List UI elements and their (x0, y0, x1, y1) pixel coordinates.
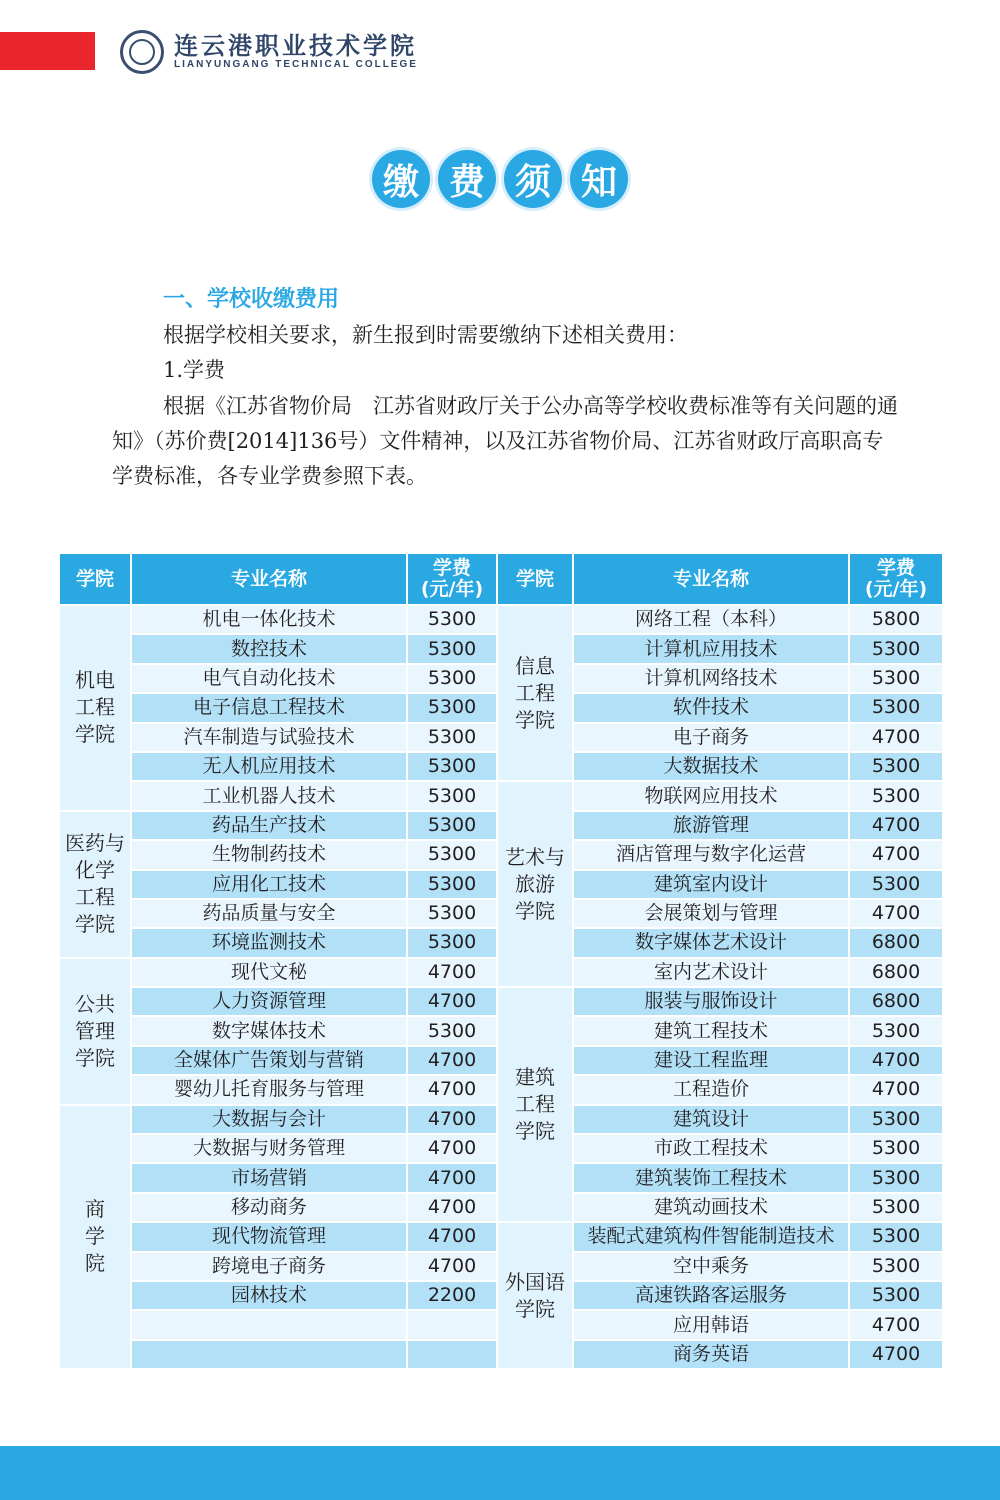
major-name-cell (131, 1340, 407, 1369)
major-name-cell: 汽车制造与试验技术 (131, 723, 407, 752)
college-name-line: 管理 (75, 1018, 115, 1043)
fee-cell: 4700 (407, 1105, 497, 1134)
major-name-cell: 计算机网络技术 (573, 664, 849, 693)
major-name-cell: 室内艺术设计 (573, 958, 849, 987)
college-cell (497, 605, 573, 781)
major-name-cell: 环境监测技术 (131, 928, 407, 957)
major-name-cell: 软件技术 (573, 693, 849, 722)
major-name-cell: 市政工程技术 (573, 1134, 849, 1163)
fee-cell: 6800 (849, 987, 943, 1016)
major-name-cell: 大数据技术 (573, 752, 849, 781)
title-char: 须 (504, 150, 562, 208)
major-name-cell: 婴幼儿托育服务与管理 (131, 1075, 407, 1104)
fee-cell: 4700 (849, 811, 943, 840)
major-name-cell: 无人机应用技术 (131, 752, 407, 781)
table-row (59, 987, 943, 1016)
college-cell (59, 811, 131, 958)
major-name-cell: 建筑设计 (573, 1105, 849, 1134)
fee-cell: 4700 (407, 1134, 497, 1163)
header-fee: 学费 (元/年) (407, 553, 497, 605)
title-char: 缴 (372, 150, 430, 208)
major-name-cell: 旅游管理 (573, 811, 849, 840)
major-name-cell: 高速铁路客运服务 (573, 1281, 849, 1310)
major-name-cell: 建筑动画技术 (573, 1193, 849, 1222)
fee-cell: 5300 (849, 752, 943, 781)
major-name-cell (131, 1310, 407, 1339)
major-name-cell: 电子信息工程技术 (131, 693, 407, 722)
fee-cell: 5300 (849, 1252, 943, 1281)
college-name-line: 机电 (75, 668, 115, 693)
title-char: 知 (570, 150, 628, 208)
major-name-cell: 市场营销 (131, 1163, 407, 1192)
major-name-cell: 应用韩语 (573, 1310, 849, 1339)
header-red-bar (0, 32, 95, 70)
tuition-table (58, 552, 944, 1370)
intro-paragraph: 根据学校相关要求，新生报到时需要缴纳下述相关费用： (163, 323, 688, 347)
fee-cell: 5300 (407, 693, 497, 722)
header-college: 学院 (497, 553, 573, 605)
title-char: 费 (438, 150, 496, 208)
major-name-cell: 应用化工技术 (131, 870, 407, 899)
fee-cell: 4700 (407, 1163, 497, 1192)
fee-cell: 4700 (849, 1340, 943, 1369)
major-name-cell: 装配式建筑构件智能制造技术 (573, 1222, 849, 1251)
fee-cell: 6800 (849, 928, 943, 957)
fee-cell: 5300 (407, 664, 497, 693)
college-name-line: 学院 (75, 1045, 115, 1070)
major-name-cell: 计算机应用技术 (573, 634, 849, 663)
college-name-line: 学院 (515, 1119, 555, 1144)
header-college: 学院 (59, 553, 131, 605)
body-paragraph: 根据《江苏省物价局 江苏省财政厅关于公办高等学校收费标准等有关问题的通知》（苏价费[2014]136号）文件精神，以及江苏省物价局、江苏省财政厅高职高专学费标准，各专业学费参照下表。 (112, 394, 898, 488)
fee-cell: 5300 (849, 781, 943, 810)
college-name-line: 建筑 (515, 1065, 555, 1090)
major-name-cell: 建设工程监理 (573, 1046, 849, 1075)
major-name-cell: 数字媒体技术 (131, 1016, 407, 1045)
fee-cell: 6800 (849, 958, 943, 987)
fee-cell: 5300 (849, 1134, 943, 1163)
header-major: 专业名称 (131, 553, 407, 605)
major-name-cell: 物联网应用技术 (573, 781, 849, 810)
item-heading-tuition: 1.学费 (163, 358, 226, 382)
college-name-line: 学院 (75, 912, 115, 937)
fee-cell: 5300 (849, 1163, 943, 1192)
footer-blue-bar (0, 1446, 1000, 1500)
fee-cell: 4700 (407, 958, 497, 987)
table-row (59, 605, 943, 634)
section-heading: 一、学校收缴费用 (163, 287, 340, 312)
fee-cell: 5300 (407, 811, 497, 840)
college-name-line: 医药与 (65, 831, 125, 856)
fee-cell: 5300 (849, 664, 943, 693)
major-name-cell: 人力资源管理 (131, 987, 407, 1016)
table-row (59, 1222, 943, 1251)
fee-cell: 4700 (849, 1046, 943, 1075)
fee-cell: 5300 (407, 1016, 497, 1045)
major-name-cell: 电子商务 (573, 723, 849, 752)
header-major: 专业名称 (573, 553, 849, 605)
fee-cell: 5300 (849, 1222, 943, 1251)
fee-cell: 5300 (407, 928, 497, 957)
college-name-line: 学院 (75, 722, 115, 747)
college-name-line: 工程 (515, 1092, 555, 1117)
college-name-line: 学院 (515, 707, 555, 732)
fee-cell (407, 1340, 497, 1369)
college-name-line: 外国语 (505, 1269, 565, 1294)
major-name-cell: 建筑装饰工程技术 (573, 1163, 849, 1192)
fee-cell: 4700 (849, 899, 943, 928)
major-name-cell: 电气自动化技术 (131, 664, 407, 693)
logo-chinese-name: 连云港职业技术学院 (174, 31, 417, 60)
major-name-cell: 跨境电子商务 (131, 1252, 407, 1281)
table-header-row (59, 553, 943, 605)
major-name-cell: 生物制药技术 (131, 840, 407, 869)
fee-cell: 5300 (849, 693, 943, 722)
fee-cell: 5800 (849, 605, 943, 634)
college-cell (59, 958, 131, 1105)
fee-cell: 4700 (407, 1193, 497, 1222)
fee-cell: 4700 (407, 1222, 497, 1251)
major-name-cell: 工业机器人技术 (131, 781, 407, 810)
fee-cell: 4700 (849, 1075, 943, 1104)
college-name-line: 院 (85, 1251, 105, 1276)
major-name-cell: 机电一体化技术 (131, 605, 407, 634)
fee-cell: 5300 (849, 1281, 943, 1310)
college-name-line: 化学 (75, 858, 115, 883)
college-cell (497, 781, 573, 987)
college-name-line: 工程 (75, 885, 115, 910)
major-name-cell: 药品质量与安全 (131, 899, 407, 928)
major-name-cell: 现代物流管理 (131, 1222, 407, 1251)
fee-cell: 5300 (407, 634, 497, 663)
major-name-cell: 网络工程（本科） (573, 605, 849, 634)
major-name-cell: 服装与服饰设计 (573, 987, 849, 1016)
fee-cell: 2200 (407, 1281, 497, 1310)
college-name-line: 学 (85, 1224, 105, 1249)
fee-cell: 5300 (849, 870, 943, 899)
college-name-line: 学院 (515, 898, 555, 923)
college-cell (497, 987, 573, 1222)
college-name-line: 旅游 (515, 871, 555, 896)
fee-cell: 4700 (407, 1075, 497, 1104)
table-row (59, 781, 943, 810)
fee-cell: 4700 (849, 1310, 943, 1339)
college-name-line: 工程 (75, 695, 115, 720)
major-name-cell: 数字媒体艺术设计 (573, 928, 849, 957)
fee-cell: 5300 (849, 1105, 943, 1134)
fee-cell: 4700 (849, 723, 943, 752)
college-name-line: 商 (85, 1197, 105, 1222)
major-name-cell: 数控技术 (131, 634, 407, 663)
college-cell (497, 1222, 573, 1369)
fee-cell: 5300 (407, 752, 497, 781)
major-name-cell: 建筑工程技术 (573, 1016, 849, 1045)
major-name-cell: 现代文秘 (131, 958, 407, 987)
fee-cell: 4700 (407, 987, 497, 1016)
major-name-cell: 商务英语 (573, 1340, 849, 1369)
major-name-cell: 药品生产技术 (131, 811, 407, 840)
fee-cell: 5300 (849, 1016, 943, 1045)
major-name-cell: 园林技术 (131, 1281, 407, 1310)
college-name-line: 艺术与 (505, 844, 565, 869)
header-fee: 学费 (元/年) (849, 553, 943, 605)
fee-cell (407, 1310, 497, 1339)
fee-cell: 5300 (849, 1193, 943, 1222)
major-name-cell: 全媒体广告策划与营销 (131, 1046, 407, 1075)
major-name-cell: 移动商务 (131, 1193, 407, 1222)
page-title (0, 150, 1000, 208)
fee-cell: 5300 (407, 840, 497, 869)
major-name-cell: 大数据与会计 (131, 1105, 407, 1134)
major-name-cell: 会展策划与管理 (573, 899, 849, 928)
college-name-line: 工程 (515, 680, 555, 705)
college-name-line: 信息 (515, 653, 555, 678)
fee-cell: 4700 (407, 1046, 497, 1075)
fee-cell: 4700 (407, 1252, 497, 1281)
college-cell (59, 605, 131, 811)
college-seal-icon (120, 30, 164, 74)
major-name-cell: 空中乘务 (573, 1252, 849, 1281)
fee-cell: 5300 (407, 870, 497, 899)
fee-cell: 5300 (407, 899, 497, 928)
fee-cell: 5300 (407, 781, 497, 810)
fee-cell: 5300 (407, 723, 497, 752)
college-name-line: 公共 (75, 991, 115, 1016)
logo-english-name: LIANYUNGANG TECHNICAL COLLEGE (174, 59, 418, 70)
major-name-cell: 工程造价 (573, 1075, 849, 1104)
college-cell (59, 1105, 131, 1370)
college-name-line: 学院 (515, 1296, 555, 1321)
college-logo (120, 30, 418, 74)
major-name-cell: 大数据与财务管理 (131, 1134, 407, 1163)
fee-cell: 4700 (849, 840, 943, 869)
fee-cell: 5300 (849, 634, 943, 663)
major-name-cell: 建筑室内设计 (573, 870, 849, 899)
major-name-cell: 酒店管理与数字化运营 (573, 840, 849, 869)
fee-cell: 5300 (407, 605, 497, 634)
